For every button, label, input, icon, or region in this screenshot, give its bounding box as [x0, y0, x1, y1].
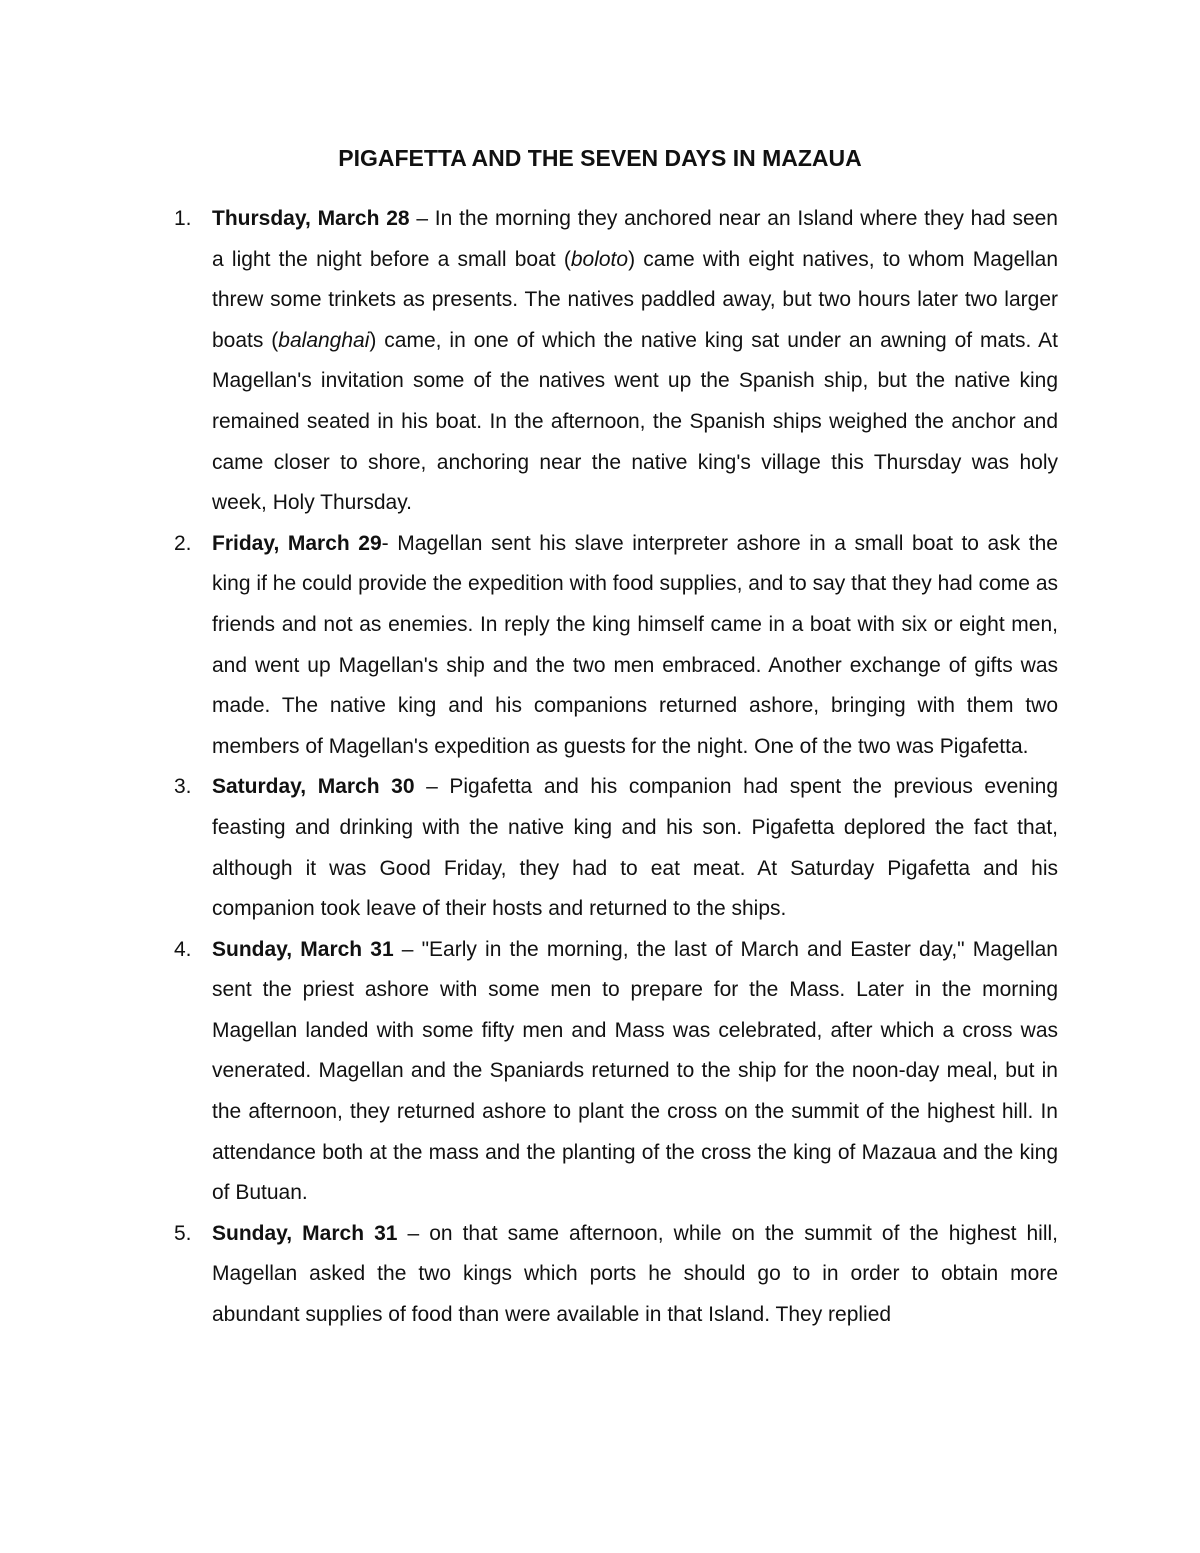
list-item-thursday [174, 199, 1058, 524]
item-number: 2. [174, 531, 192, 555]
item-text: - Magellan sent his slave interpreter ashore in a small boat to ask the king if he could provide the expedition with food supplies, and to say that they had come as friends and not as enemies. In reply the king himself came in a boat with six or eight men, and went up Magellan's ship and the two men embraced. Another exchange of gifts was made. The native king and his companions returned ashore, bringing with them two members of Magellan's expedition as guests for the night. One of the two was Pigafetta. [212, 531, 1058, 758]
item-day-heading: Sunday, March 31 [212, 937, 394, 961]
list-item-sunday-morning [174, 930, 1058, 1214]
item-text: ) came with eight natives, to whom Magellan threw some trinkets as presents. The natives paddled away, but two hours later two larger boats ( [212, 247, 1058, 352]
item-day-heading: Sunday, March 31 [212, 1221, 398, 1245]
item-day-heading: Thursday, March 28 [212, 207, 410, 230]
document-title: PIGAFETTA AND THE SEVEN DAYS IN MAZAUA [338, 145, 862, 171]
day-list [174, 199, 1058, 1336]
item-italic-term: balanghai [278, 328, 370, 352]
item-text: ) came, in one of which the native king sat under an awning of mats. At Magellan's invitation some of the natives went up the Spanish ship, but the native king remained seated in his boat. In the afternoon, the Spanish ships weighed the anchor and came closer to shore, anchoring near the native king's village this Thursday was holy week, Holy Thursday. [212, 328, 1058, 515]
item-text: – In the morning they anchored near an Island where they had seen a light the night before a small boat ( [212, 207, 1058, 271]
list-item-saturday [174, 767, 1058, 929]
item-day-heading: Saturday, March 30 [212, 775, 415, 799]
item-italic-term: boloto [570, 247, 629, 271]
list-item-sunday-afternoon [174, 1214, 1058, 1336]
item-number: 3. [174, 775, 192, 799]
item-text: – on that same afternoon, while on the summit of the highest hill, Magellan asked the two kings which ports he should go to in order to obtain more abundant supplies of food than were available in that Island. They replied [212, 1221, 1058, 1327]
item-text: – Pigafetta and his companion had spent the previous evening feasting and drinking with the native king and his son. Pigafetta deplored the fact that, although it was Good Friday, they had to eat meat. At Saturday Pigafetta and his companion took leave of their hosts and returned to the ships. [212, 775, 1058, 921]
item-number: 5. [174, 1221, 192, 1245]
item-number: 4. [174, 937, 192, 961]
item-text: – "Early in the morning, the last of March and Easter day," Magellan sent the priest ashore with some men to prepare for the Mass. Later in the morning Magellan landed with some fifty men and Mass was celebrated, after which a cross was venerated. Magellan and the Spaniards returned to the ship for the noon-day meal, but in the afternoon, they returned ashore to plant the cross on the summit of the highest hill. In attendance both at the mass and the planting of the cross the king of Mazaua and the king of Butuan. [212, 937, 1058, 1205]
item-day-heading: Friday, March 29 [212, 531, 382, 555]
item-number: 1. [174, 207, 192, 230]
list-item-friday [174, 524, 1058, 768]
